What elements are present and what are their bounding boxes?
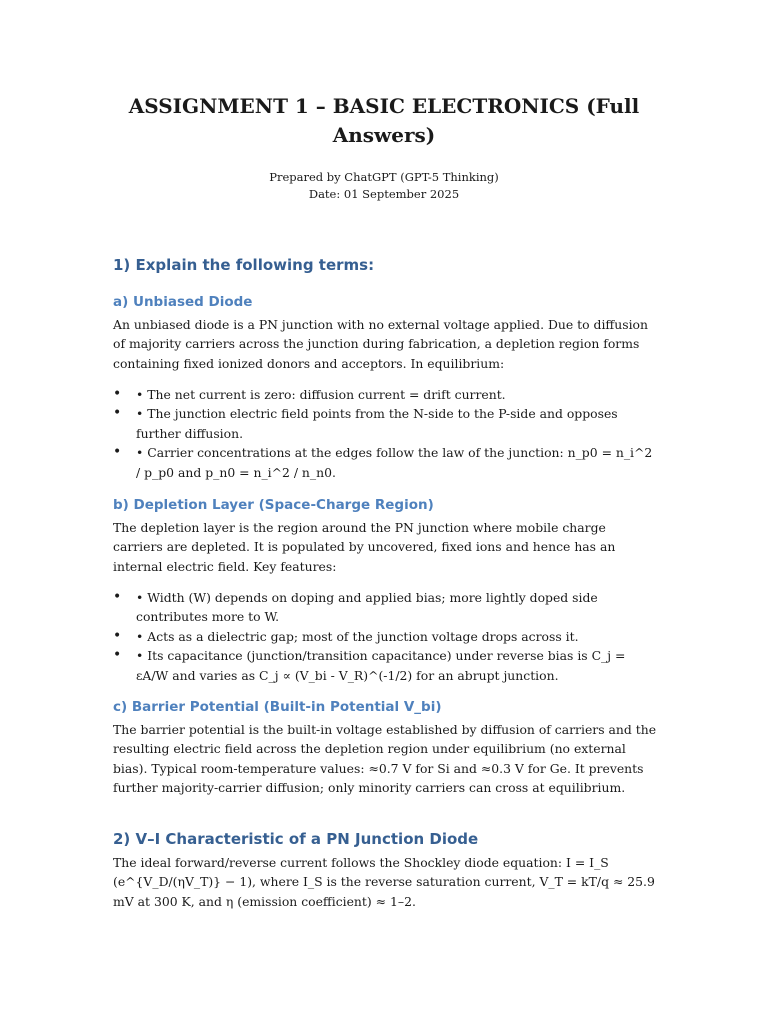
list-item	[113, 443, 658, 482]
bullet-marker: •	[113, 589, 122, 605]
subsection-b-paragraph: The depletion layer is the region around the PN junction where mobile charge carriers are depleted. It is populated by uncovered, fixed ions and hence has an internal electric field. Key features:	[113, 520, 616, 574]
prepared-by-line: Prepared by ChatGPT (GPT-5 Thinking)	[269, 170, 499, 184]
list-item-text: • Carrier concentrations at the edges follow the law of the junction: n_p0 = n_i^2 / p_p0 and p_n0 = n_i^2 / n_n0.	[136, 445, 653, 480]
list-item	[113, 627, 658, 646]
bullet-marker: •	[113, 647, 122, 664]
list-item-text: • Acts as a dielectric gap; most of the junction voltage drops across it.	[136, 628, 579, 644]
bullet-marker: •	[113, 405, 122, 422]
list-item	[113, 404, 658, 443]
subsection-c-heading: c) Barrier Potential (Built-in Potential V_bi)	[113, 699, 442, 715]
list-item-text: • Width (W) depends on doping and applied bias; more lightly doped side contributes more to W.	[136, 590, 598, 625]
list-item-text: • Its capacitance (junction/transition capacitance) under reverse bias is C_j = εA/W and varies as C_j ∝ (V_bi - V_R)^(-1/2) for an abrupt junction.	[136, 648, 626, 683]
section-1-heading: 1) Explain the following terms:	[113, 256, 375, 274]
bullet-marker: •	[113, 444, 122, 461]
list-item-text: • The net current is zero: diffusion current = drift current.	[136, 387, 506, 402]
subsection-c-paragraph: The barrier potential is the built-in voltage established by diffusion of carriers and the resulting electric field across the depletion region under equilibrium (no external bias). Typical room-temperature values: ≈0.7 V for Si and ≈0.3 V for Ge. It prevents further majority-carrier diffusion; only minority carriers can cross at equilibrium.	[113, 722, 657, 796]
subsection-b-bullet-list	[113, 588, 658, 685]
subsection-b-heading: b) Depletion Layer (Space-Charge Region)	[113, 497, 434, 513]
subsection-a-heading: a) Unbiased Diode	[113, 294, 253, 310]
subsection-a-bullet-list	[113, 385, 658, 482]
list-item-text: • The junction electric field points from the N-side to the P-side and opposes further diffusion.	[136, 406, 618, 441]
list-item	[113, 646, 658, 685]
section-2-paragraph: The ideal forward/reverse current follows the Shockley diode equation: I = I_S (e^{V_D/(ηV_T)} − 1), where I_S is the reverse saturation current, V_T = kT/q ≈ 25.9 mV at 300 K, and η (emission coefficient) ≈ 1–2.	[113, 855, 655, 909]
list-item	[113, 385, 658, 404]
date-line: Date: 01 September 2025	[308, 187, 460, 201]
document-title: ASSIGNMENT 1 – BASIC ELECTRONICS (Full Answers)	[128, 94, 640, 147]
bullet-marker: •	[113, 386, 122, 402]
list-item	[113, 588, 658, 627]
section-2-heading: 2) V–I Characteristic of a PN Junction Diode	[113, 830, 479, 848]
bullet-marker: •	[113, 627, 122, 644]
subsection-a-paragraph: An unbiased diode is a PN junction with no external voltage applied. Due to diffusion of majority carriers across the junction during fabrication, a depletion region forms containing fixed ionized donors and acceptors. In equilibrium:	[113, 317, 648, 371]
